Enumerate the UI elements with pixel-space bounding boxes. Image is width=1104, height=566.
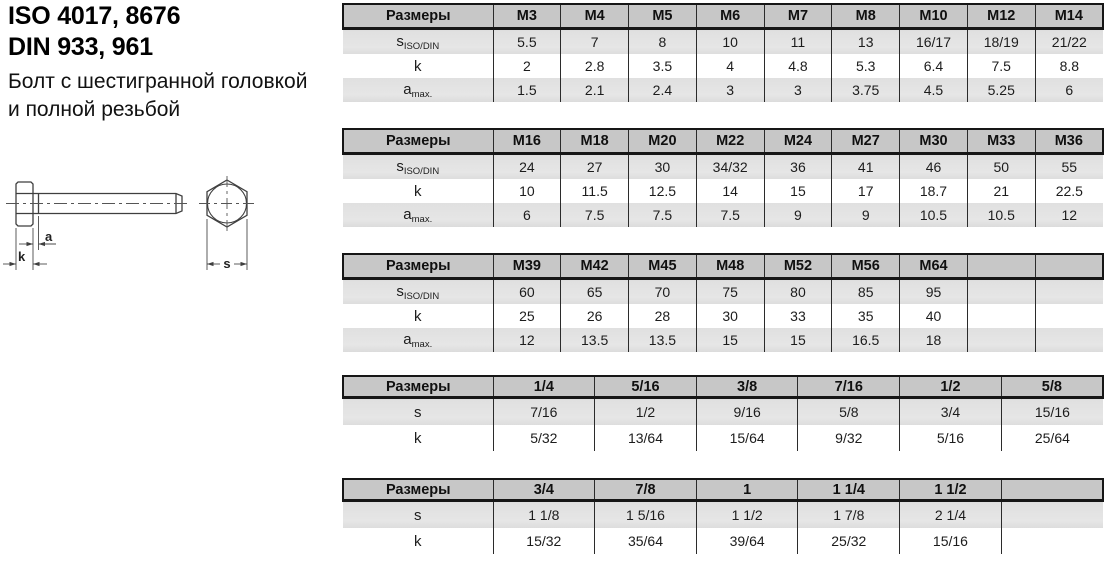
value-cell: 50: [967, 154, 1035, 180]
value-cell: 75: [696, 279, 764, 305]
value-cell: 15: [764, 328, 832, 352]
value-cell: 30: [696, 304, 764, 328]
value-cell: 5.5: [493, 29, 561, 55]
inch-table-3-4-to-1-1-2: [342, 478, 1104, 554]
value-cell: 10.5: [967, 203, 1035, 227]
table-header-row: [343, 254, 1103, 279]
value-cell: 3: [696, 78, 764, 102]
value-cell: 8.8: [1035, 54, 1103, 78]
value-cell: 25/32: [798, 528, 900, 554]
value-cell: [1035, 279, 1103, 305]
bolt-side-view: [16, 182, 182, 226]
value-cell: 6: [1035, 78, 1103, 102]
value-cell: 41: [832, 154, 900, 180]
value-cell: 4.8: [764, 54, 832, 78]
value-cell: [1035, 304, 1103, 328]
row-label: k: [343, 528, 493, 554]
dimension-arrowheads-side: [10, 242, 46, 266]
value-cell: 3.5: [629, 54, 697, 78]
value-cell: [1035, 328, 1103, 352]
size-column-header: 5/16: [595, 376, 697, 398]
size-column-header: M36: [1035, 129, 1103, 154]
value-cell: [967, 279, 1035, 305]
value-cell: 25: [493, 304, 561, 328]
value-cell: 85: [832, 279, 900, 305]
table-row: [343, 425, 1103, 451]
value-cell: 3: [764, 78, 832, 102]
value-cell: 21: [967, 179, 1035, 203]
value-cell: 11: [764, 29, 832, 55]
value-cell: [967, 328, 1035, 352]
table-header-row: [343, 479, 1103, 501]
value-cell: 27: [561, 154, 629, 180]
size-column-header: M7: [764, 4, 832, 29]
inch-table-quarter-to-5-8: [342, 375, 1104, 451]
value-cell: [967, 304, 1035, 328]
row-label: k: [343, 304, 493, 328]
table-row: [343, 78, 1103, 102]
value-cell: 13: [832, 29, 900, 55]
value-cell: 16.5: [832, 328, 900, 352]
value-cell: 11.5: [561, 179, 629, 203]
size-column-header: 3/8: [696, 376, 798, 398]
value-cell: 18: [900, 328, 968, 352]
metric-table-m16-m36: [342, 128, 1104, 227]
value-cell: 7.5: [696, 203, 764, 227]
value-cell: 10.5: [900, 203, 968, 227]
row-label: $s_{ISO/DIN}$: [343, 154, 493, 180]
row-label: k: [343, 179, 493, 203]
size-column-header: 7/8: [595, 479, 697, 501]
size-column-header: M48: [696, 254, 764, 279]
table-corner-header: Размеры: [343, 479, 493, 501]
value-cell: 55: [1035, 154, 1103, 180]
size-column-header: 5/8: [1001, 376, 1103, 398]
value-cell: 17: [832, 179, 900, 203]
size-column-header: M14: [1035, 4, 1103, 29]
size-column-header: 1 1/4: [798, 479, 900, 501]
value-cell: 6.4: [900, 54, 968, 78]
size-column-header: 3/4: [493, 479, 595, 501]
size-column-header: M39: [493, 254, 561, 279]
size-column-header: M33: [967, 129, 1035, 154]
value-cell: 34/32: [696, 154, 764, 180]
value-cell: 1 5/16: [595, 501, 697, 529]
value-cell: 24: [493, 154, 561, 180]
value-cell: 15: [696, 328, 764, 352]
value-cell: 7: [561, 29, 629, 55]
size-column-header: M24: [764, 129, 832, 154]
value-cell: 1.5: [493, 78, 561, 102]
table-row: [343, 154, 1103, 180]
dimension-table: [342, 478, 1104, 554]
value-cell: 10: [696, 29, 764, 55]
value-cell: 80: [764, 279, 832, 305]
product-description-line1: Болт с шестигранной головкой: [8, 70, 308, 93]
value-cell: 2.8: [561, 54, 629, 78]
value-cell: 1 1/2: [696, 501, 798, 529]
value-cell: 4.5: [900, 78, 968, 102]
size-column-header: 1 1/2: [900, 479, 1002, 501]
dimension-label-k: k: [18, 249, 26, 264]
value-cell: 15/16: [1001, 398, 1103, 426]
value-cell: 9: [764, 203, 832, 227]
dimension-table: [342, 3, 1104, 102]
value-cell: 30: [629, 154, 697, 180]
value-cell: 7.5: [967, 54, 1035, 78]
size-column-header: M45: [629, 254, 697, 279]
metric-table-m3-m14: [342, 3, 1104, 102]
table-row: [343, 279, 1103, 305]
size-column-header: 1: [696, 479, 798, 501]
size-column-header: [1035, 254, 1103, 279]
size-column-header: M4: [561, 4, 629, 29]
table-header-row: [343, 376, 1103, 398]
value-cell: 2: [493, 54, 561, 78]
size-column-header: M6: [696, 4, 764, 29]
size-column-header: M8: [832, 4, 900, 29]
table-header-row: [343, 129, 1103, 154]
value-cell: [1001, 528, 1103, 554]
value-cell: 2.4: [629, 78, 697, 102]
value-cell: 18/19: [967, 29, 1035, 55]
size-column-header: M20: [629, 129, 697, 154]
value-cell: 33: [764, 304, 832, 328]
bolt-technical-drawing: [0, 158, 290, 293]
size-column-header: [1001, 479, 1103, 501]
metric-table-m39-m64: [342, 253, 1104, 352]
value-cell: [1001, 501, 1103, 529]
size-column-header: M30: [900, 129, 968, 154]
row-label: $s_{ISO/DIN}$: [343, 29, 493, 55]
value-cell: 15/16: [900, 528, 1002, 554]
table-header-row: [343, 4, 1103, 29]
table-corner-header: Размеры: [343, 376, 493, 398]
value-cell: 9: [832, 203, 900, 227]
value-cell: 65: [561, 279, 629, 305]
value-cell: 14: [696, 179, 764, 203]
dimension-table: [342, 253, 1104, 352]
size-column-header: M52: [764, 254, 832, 279]
bolt-drawing-svg: [0, 158, 290, 293]
value-cell: 6: [493, 203, 561, 227]
standard-title-din: DIN 933, 961: [8, 33, 153, 61]
row-label: $a_{max.}$: [343, 328, 493, 352]
value-cell: 12: [493, 328, 561, 352]
dimension-label-a: a: [45, 229, 53, 244]
table-corner-header: Размеры: [343, 129, 493, 154]
value-cell: 13/64: [595, 425, 697, 451]
value-cell: 35/64: [595, 528, 697, 554]
size-column-header: M18: [561, 129, 629, 154]
table-row: [343, 179, 1103, 203]
value-cell: 40: [900, 304, 968, 328]
row-label: $s_{ISO/DIN}$: [343, 279, 493, 305]
value-cell: 39/64: [696, 528, 798, 554]
value-cell: 36: [764, 154, 832, 180]
size-column-header: M64: [900, 254, 968, 279]
value-cell: 15/64: [696, 425, 798, 451]
size-column-header: M16: [493, 129, 561, 154]
value-cell: 18.7: [900, 179, 968, 203]
value-cell: 7/16: [493, 398, 595, 426]
size-column-header: M10: [900, 4, 968, 29]
size-column-header: M3: [493, 4, 561, 29]
size-column-header: 7/16: [798, 376, 900, 398]
value-cell: 3.75: [832, 78, 900, 102]
value-cell: 9/16: [696, 398, 798, 426]
value-cell: 16/17: [900, 29, 968, 55]
value-cell: 15: [764, 179, 832, 203]
row-label: k: [343, 54, 493, 78]
value-cell: 5.3: [832, 54, 900, 78]
value-cell: 3/4: [900, 398, 1002, 426]
table-corner-header: Размеры: [343, 4, 493, 29]
value-cell: 21/22: [1035, 29, 1103, 55]
value-cell: 5.25: [967, 78, 1035, 102]
value-cell: 26: [561, 304, 629, 328]
value-cell: 1/2: [595, 398, 697, 426]
table-row: [343, 54, 1103, 78]
value-cell: 1 1/8: [493, 501, 595, 529]
value-cell: 10: [493, 179, 561, 203]
size-column-header: M27: [832, 129, 900, 154]
value-cell: 60: [493, 279, 561, 305]
product-description-line2: и полной резьбой: [8, 98, 181, 121]
table-row: [343, 304, 1103, 328]
value-cell: 35: [832, 304, 900, 328]
dimension-table: [342, 128, 1104, 227]
value-cell: 7.5: [629, 203, 697, 227]
title-block: [8, 1, 342, 124]
size-column-header: M56: [832, 254, 900, 279]
row-label: k: [343, 425, 493, 451]
row-label: s: [343, 398, 493, 426]
value-cell: 12.5: [629, 179, 697, 203]
table-corner-header: Размеры: [343, 254, 493, 279]
table-row: [343, 328, 1103, 352]
row-label: s: [343, 501, 493, 529]
value-cell: 28: [629, 304, 697, 328]
table-row: [343, 203, 1103, 227]
size-column-header: M42: [561, 254, 629, 279]
table-row: [343, 528, 1103, 554]
size-column-header: [967, 254, 1035, 279]
value-cell: 70: [629, 279, 697, 305]
value-cell: 13.5: [561, 328, 629, 352]
dimension-label-s: s: [223, 256, 231, 271]
value-cell: 25/64: [1001, 425, 1103, 451]
value-cell: 5/32: [493, 425, 595, 451]
size-column-header: 1/2: [900, 376, 1002, 398]
value-cell: 22.5: [1035, 179, 1103, 203]
value-cell: 8: [629, 29, 697, 55]
size-column-header: M12: [967, 4, 1035, 29]
table-row: [343, 29, 1103, 55]
value-cell: 2.1: [561, 78, 629, 102]
value-cell: 5/8: [798, 398, 900, 426]
row-label: $a_{max.}$: [343, 78, 493, 102]
value-cell: 15/32: [493, 528, 595, 554]
size-column-header: 1/4: [493, 376, 595, 398]
value-cell: 5/16: [900, 425, 1002, 451]
row-label: $a_{max.}$: [343, 203, 493, 227]
value-cell: 95: [900, 279, 968, 305]
standard-title-iso: ISO 4017, 8676: [8, 2, 181, 30]
size-column-header: M22: [696, 129, 764, 154]
value-cell: 2 1/4: [900, 501, 1002, 529]
value-cell: 9/32: [798, 425, 900, 451]
value-cell: 13.5: [629, 328, 697, 352]
value-cell: 7.5: [561, 203, 629, 227]
dimension-table: [342, 375, 1104, 451]
value-cell: 4: [696, 54, 764, 78]
value-cell: 12: [1035, 203, 1103, 227]
value-cell: 46: [900, 154, 968, 180]
table-row: [343, 501, 1103, 529]
value-cell: 1 7/8: [798, 501, 900, 529]
table-row: [343, 398, 1103, 426]
size-column-header: M5: [629, 4, 697, 29]
